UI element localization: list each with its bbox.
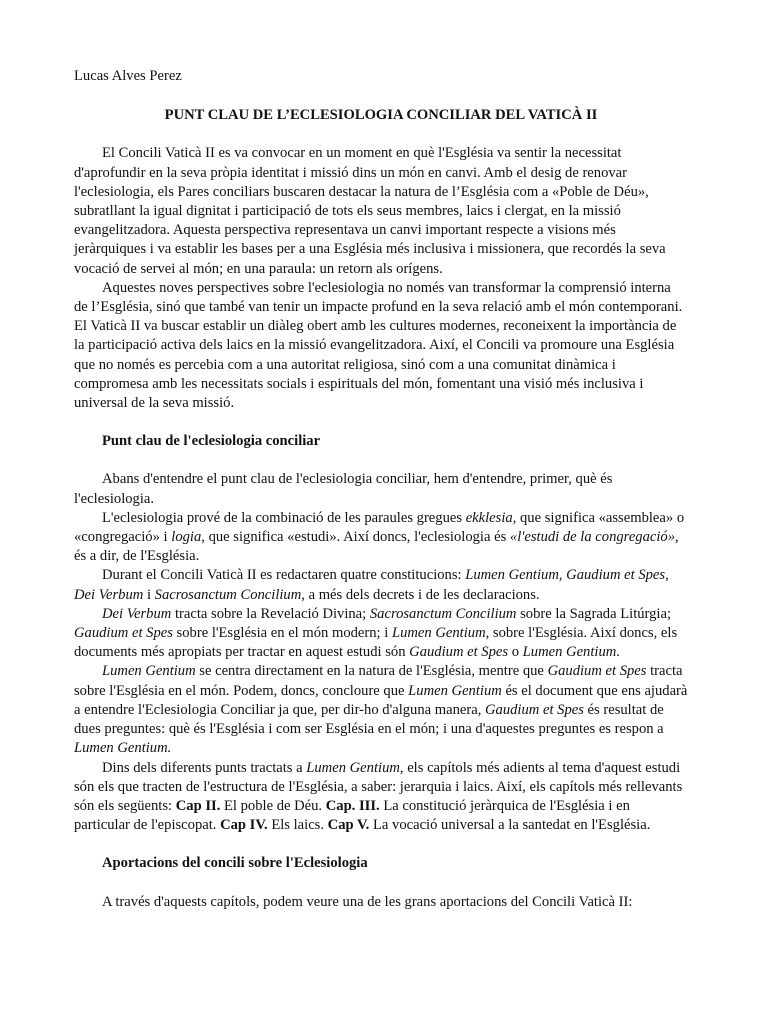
spacer: [74, 413, 688, 432]
spacer: [74, 835, 688, 854]
doc-title: Lumen Gentium: [522, 644, 617, 661]
text-run: , els capítols més adients al tema d'aquest estudi són els que tracten de l'estructura de l'Església, a saber: jerarquia i laics. Així, els capítols més rellevants són els següents:: [74, 759, 683, 814]
text-run: o: [508, 644, 523, 661]
text-run: El poble de Déu.: [220, 797, 326, 814]
text-run: L'eclesiologia prové de la combinació de les paraules gregues: [102, 509, 466, 526]
text-run: ,: [558, 567, 567, 584]
intro-paragraph-2: Aquestes noves perspectives sobre l'eclesiologia no només van transformar la comprensió interna de l’Església, sinó que també van tenir un impacte profund en la seva relació amb el món contemporani. El Vaticà II va buscar establir un diàleg obert amb les cultures modernes, reconeixent la importància de la participació activa dels laics en la missió evangelitzadora. Així, el Concili va promoure una Església que no només es percebia com a una autoritat religiosa, sinó com a una comunitat dinàmica i compromesa amb les necessitats socials i espirituals del món, fomentant una visió més inclusiva i universal de la seva missió.: [74, 279, 683, 412]
text-run: Durant el Concili Vaticà II es redactaren quatre constitucions:: [102, 567, 466, 584]
text-run: tracta sobre la Revelació Divina;: [171, 605, 370, 622]
doc-title: Gaudium et Spes: [547, 663, 647, 680]
doc-title: Sacrosanctum Concilium: [154, 586, 302, 603]
text-run: és resultat de dues preguntes: què és l'Església i com ser Església en el món; i una d'aquestes preguntes es respon a: [74, 701, 664, 738]
text-run: La vocació universal a la santedat en l'Església.: [369, 817, 651, 834]
term-logia: logia: [171, 529, 202, 546]
text-run: , que significa «assemblea» o «congregació» i: [74, 509, 685, 546]
chapter-label: Cap. III.: [325, 797, 380, 814]
doc-title: Gaudium et Spes: [74, 625, 173, 642]
section1-paragraph-3: [74, 566, 688, 604]
text-run: és el document que ens ajudarà a entendre l'Eclesiologia Conciliar ja que, per dir-ho d'alguna manera,: [74, 682, 688, 718]
text-run: sobre la Sagrada Litúrgia;: [516, 605, 672, 622]
section1-paragraph-4: [74, 605, 688, 663]
text-run: tracta sobre l'Església en el món. Podem, doncs, concloure que: [74, 663, 683, 699]
doc-title: Gaudium et Spes: [409, 644, 509, 661]
text-run: La constitució jeràrquica de l'Església i en particular de l'episcopat.: [74, 797, 630, 834]
term-ekklesia: ekklesia: [465, 509, 513, 526]
author-name: Lucas Alves Perez: [74, 68, 182, 84]
doc-title: Lumen Gentium: [391, 625, 486, 642]
section1-paragraph-1: Abans d'entendre el punt clau de l'eclesiologia conciliar, hem d'entendre, primer, què és l'eclesiologia.: [74, 471, 613, 507]
intro-paragraph-1: El Concili Vaticà II es va convocar en un moment en què l'Església va sentir la necessitat d'aprofundir en la seva pròpia identitat i missió dins un món en canvi. Amb el desig de renovar l'eclesiologia, els Pares conciliars buscaren destacar la natura de l’Església com a «Poble de Déu», subratllant la igual dignitat i participació de tots els seus membres, laics i clergat, en la missió evangelitzadora. Aquesta perspectiva representava un canvi important respecte a visions més jeràrquiques i va establir les bases per a una Església més inclusiva i missionera, que recordés la seva vocació de servei al món; en una paraula: un retorn als orígens.: [74, 145, 666, 277]
text-run: .: [616, 644, 620, 661]
text-run: Dins dels diferents punts tractats a: [102, 759, 307, 776]
text-run: se centra directament en la natura de l'Església, mentre que: [195, 663, 548, 680]
doc-title: Lumen Gentium.: [74, 740, 172, 757]
section1-paragraph-2: [74, 509, 688, 567]
section1-paragraph-5: [74, 662, 688, 758]
section-heading-aportacions: Aportacions del concili sobre l'Eclesiologia: [102, 855, 368, 872]
doc-title: Lumen Gentium: [306, 759, 400, 776]
text-run: , a més dels decrets i de les declaracions.: [301, 586, 540, 603]
text-run: sobre l'Església en el món modern; i: [172, 625, 392, 642]
spacer: [74, 451, 688, 470]
document-page: [74, 67, 688, 912]
doc-title: Gaudium et Spes: [566, 567, 666, 584]
text-run: i: [143, 586, 155, 603]
term-definition: «l'estudi de la congregació»: [509, 529, 676, 546]
text-run: , sobre l'Església. Així doncs, els documents més apropiats per tractar en aquest estudi són: [74, 625, 678, 661]
doc-title: Dei Verbum: [102, 605, 172, 622]
doc-title: Dei Verbum: [74, 586, 144, 603]
chapter-label: Cap IV.: [220, 817, 268, 834]
chapter-label: Cap V.: [327, 817, 370, 834]
text-run: Els laics.: [267, 817, 328, 834]
chapter-label: Cap II.: [175, 797, 221, 814]
section2-paragraph-1: A través d'aquests capítols, podem veure una de les grans aportacions del Concili Vaticà II:: [102, 893, 633, 910]
doc-title: Lumen Gentium: [465, 567, 559, 584]
doc-title: Sacrosanctum Concilium: [369, 605, 517, 622]
doc-title: Gaudium et Spes: [485, 701, 584, 718]
text-run: , és a dir, de l'Església.: [74, 529, 679, 565]
document-title: PUNT CLAU DE L’ECLESIOLOGIA CONCILIAR DEL VATICÀ II: [164, 107, 598, 124]
section1-paragraph-6: [74, 759, 688, 836]
spacer: [74, 874, 688, 893]
doc-title: Lumen Gentium: [408, 682, 502, 699]
doc-title: Lumen Gentium: [102, 663, 196, 680]
section-heading-punt-clau: Punt clau de l'eclesiologia conciliar: [102, 433, 321, 450]
text-run: ,: [665, 567, 669, 584]
text-run: , que significa «estudi». Així doncs, l'eclesiologia és: [201, 529, 510, 546]
